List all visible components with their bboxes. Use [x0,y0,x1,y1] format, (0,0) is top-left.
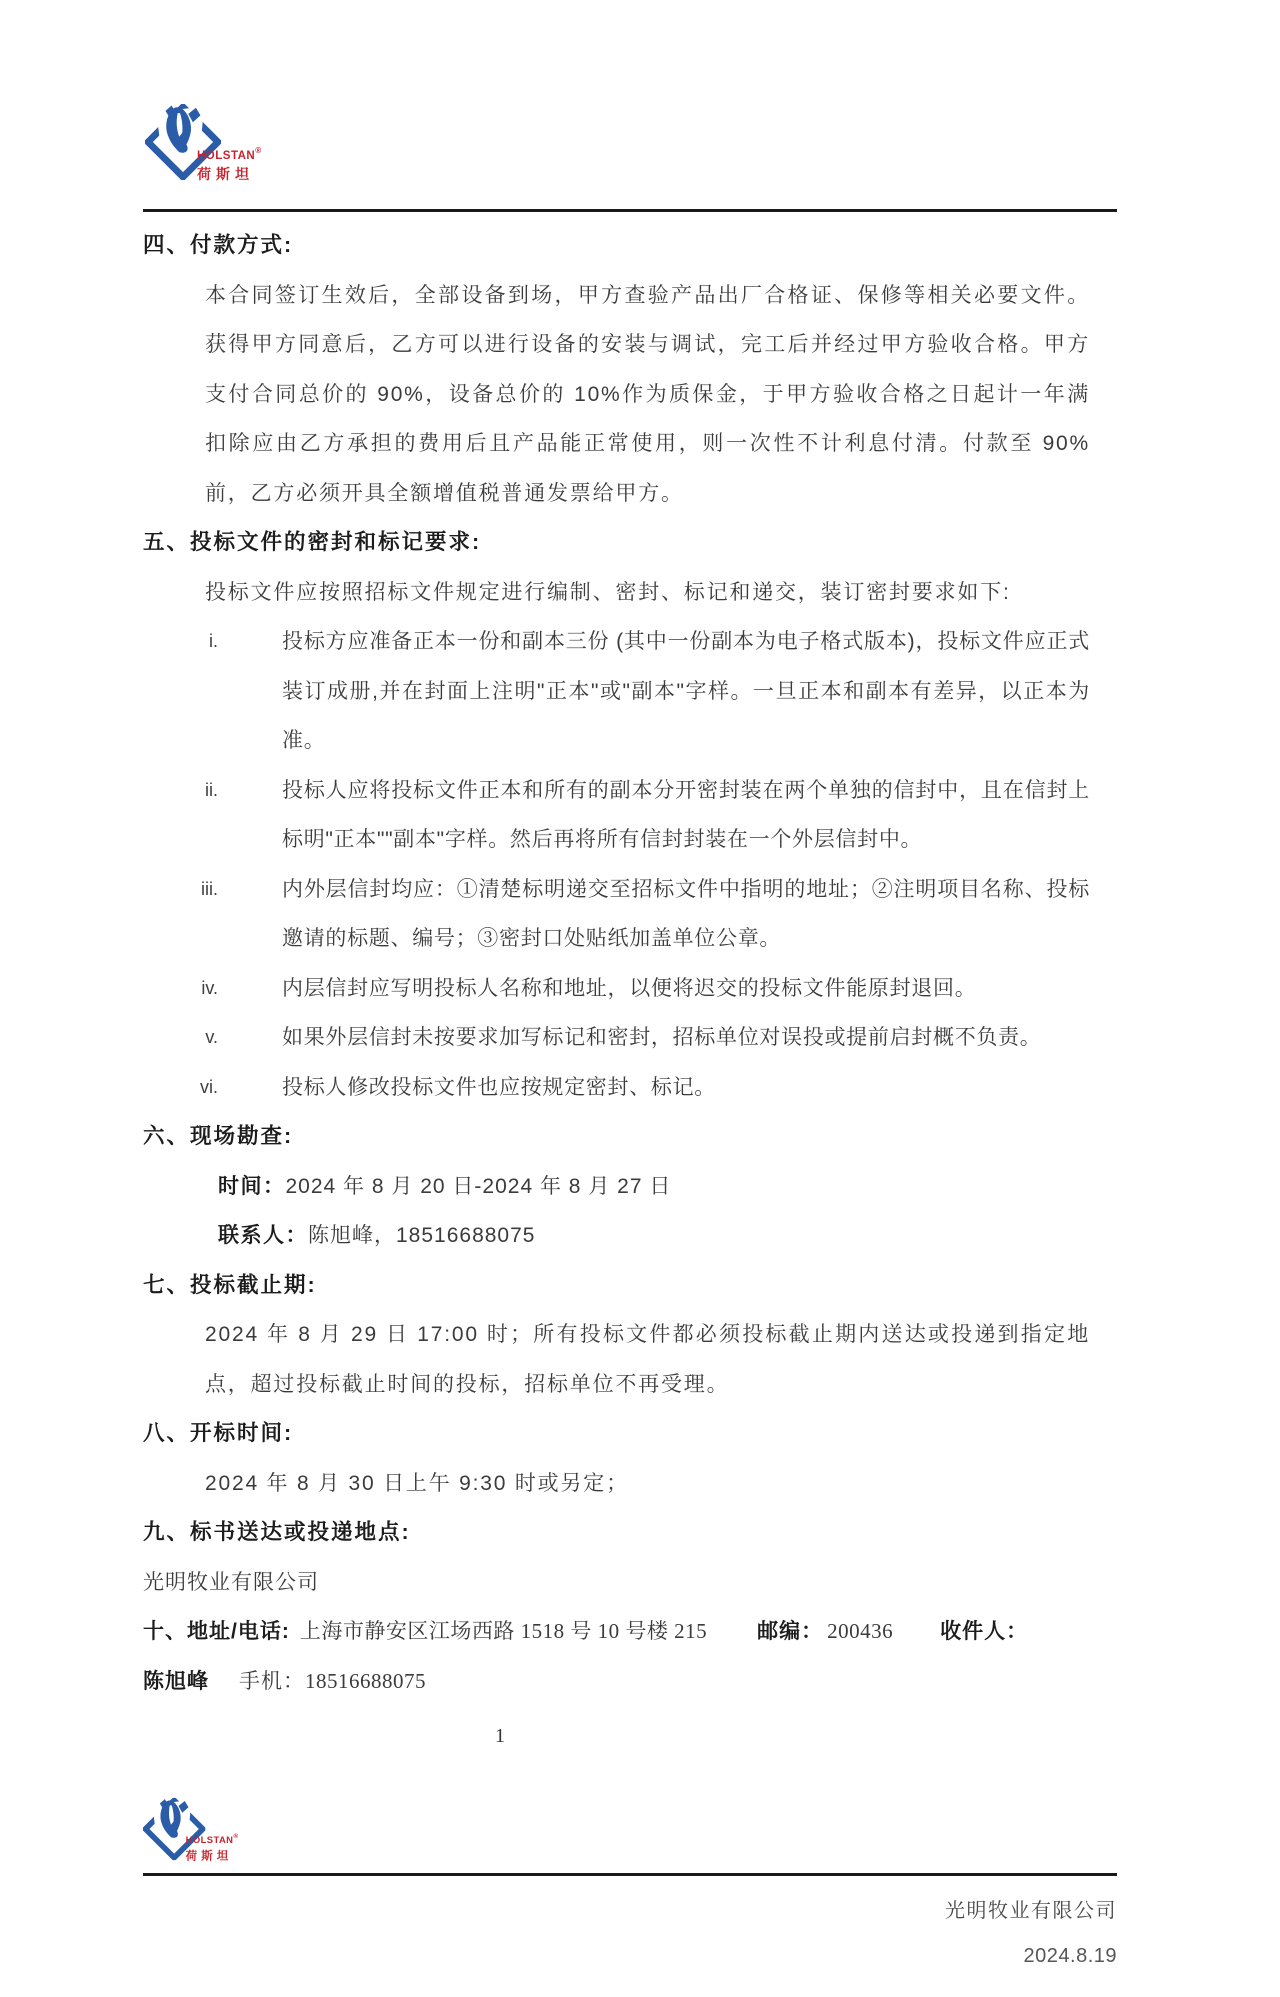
phone-label: 手机： [239,1669,305,1693]
list-item-text: 投标方应准备正本一份和副本三份 (其中一份副本为电子格式版本)，投标文件应正式装订成册,并在封面上注明"正本"或"副本"字样。一旦正本和副本有差异，以正本为准。 [282,630,1090,752]
header-rule [143,209,1117,212]
list-item-number: i. [209,631,218,651]
list-item [143,617,1090,766]
list-item-text: 内层信封应写明投标人名称和地址，以便将迟交的投标文件能原封退回。 [282,976,977,1000]
list-item-number: vi. [200,1076,218,1097]
section-7-paragraph: 2024 年 8 月 29 日 17:00 时；所有投标文件都必须投标截止期内送达或投递到指定地点，超过投标截止时间的投标，招标单位不再受理。 [205,1323,1090,1396]
list-item [143,766,1090,865]
recipient-label: 收件人： [940,1620,1029,1643]
list-item-number: v. [205,1027,218,1047]
list-item-text: 如果外层信封未按要求加写标记和密封，招标单位对误投或提前启封概不负责。 [282,1026,1042,1049]
registered-mark: ® [255,146,262,155]
address-phone-row [143,1607,1090,1657]
section-5-heading: 五、投标文件的密封和标记要求: [143,530,482,554]
section-6-heading: 六、现场勘查: [143,1124,294,1148]
page-number: 1 [495,1725,505,1747]
list-item-number: ii. [205,779,218,800]
time-label: 时间： [218,1174,286,1198]
document-content [143,221,1090,1752]
footer-logo [143,1788,266,1870]
registered-mark: ® [233,1832,239,1840]
phone-value: 18516688075 [305,1668,426,1693]
section-4-paragraph: 本合同签订生效后，全部设备到场，甲方查验产品出厂合格证、保修等相关必要文件。获得甲方同意后，乙方可以进行设备的安装与调试，完工后并经过甲方验收合格。甲方支付合同总价的 90%，设备总价的 10%作为质保金，于甲方验收合格之日起计一年满扣除应由乙方承担的费用后且产品能正常使用，则一次性不计利息付清。付款至 90%前，乙方必须开具全额增值税普通发票给甲方。 [205,283,1090,505]
section-9-heading: 九、标书送达或投递地点: [143,1520,411,1544]
list-item-text: 投标人应将投标文件正本和所有的副本分开密封装在两个单独的信封中，且在信封上标明"正本""副本"字样。然后再将所有信封封装在一个外层信封中。 [282,778,1090,851]
time-value: 2024 年 8 月 20 日-2024 年 8 月 27 日 [285,1174,672,1198]
section-10-heading: 十、地址/电话: [143,1620,290,1643]
footer-company-name: 光明牧业有限公司 [945,1900,1117,1922]
address-value: 上海市静安区江场西路 1518 号 10 号楼 215 [299,1619,708,1643]
logo-text [186,1833,239,1862]
section-8-paragraph: 2024 年 8 月 30 日上午 9:30 时或另定； [205,1471,629,1495]
header-logo [145,92,295,192]
contact-row [143,1211,1090,1261]
logo-text [197,147,262,183]
section-7-heading: 七、投标截止期: [143,1272,317,1297]
logo-brand-name: HOLSTAN® [185,1832,239,1846]
zip-value: 200436 [827,1619,894,1643]
recipient-phone-row [143,1657,1090,1707]
footer-date: 2024.8.19 [1023,1945,1117,1967]
list-item [143,964,1090,1014]
logo-brand-name-cn: 荷斯坦 [197,165,254,182]
logo-brand-name-cn: 荷斯坦 [185,1848,233,1862]
contact-value: 陈旭峰，18516688075 [308,1224,536,1247]
list-item [143,1063,1090,1113]
section-5-intro: 投标文件应按照招标文件规定进行编制、密封、标记和递交，装订密封要求如下: [205,580,1011,604]
list-item [143,865,1090,964]
list-item [143,1013,1090,1063]
recipient-name: 陈旭峰 [143,1669,209,1693]
zip-label: 邮编： [757,1620,824,1643]
contact-label: 联系人： [218,1224,308,1247]
survey-time-row [143,1162,1090,1212]
list-item-text: 投标人修改投标文件也应按规定密封、标记。 [282,1075,716,1099]
logo-brand-name: HOLSTAN® [197,146,262,162]
list-item-text: 内外层信封均应：①清楚标明递交至招标文件中指明的地址；②注明项目名称、投标邀请的标题、编号；③密封口处贴纸加盖单位公章。 [282,877,1090,950]
section-4-heading: 四、付款方式: [143,233,294,257]
list-item-number: iii. [201,878,218,899]
delivery-company: 光明牧业有限公司 [143,1570,319,1594]
footer-rule [143,1873,1117,1876]
list-item-number: iv. [201,977,218,998]
section-8-heading: 八、开标时间: [143,1421,294,1445]
